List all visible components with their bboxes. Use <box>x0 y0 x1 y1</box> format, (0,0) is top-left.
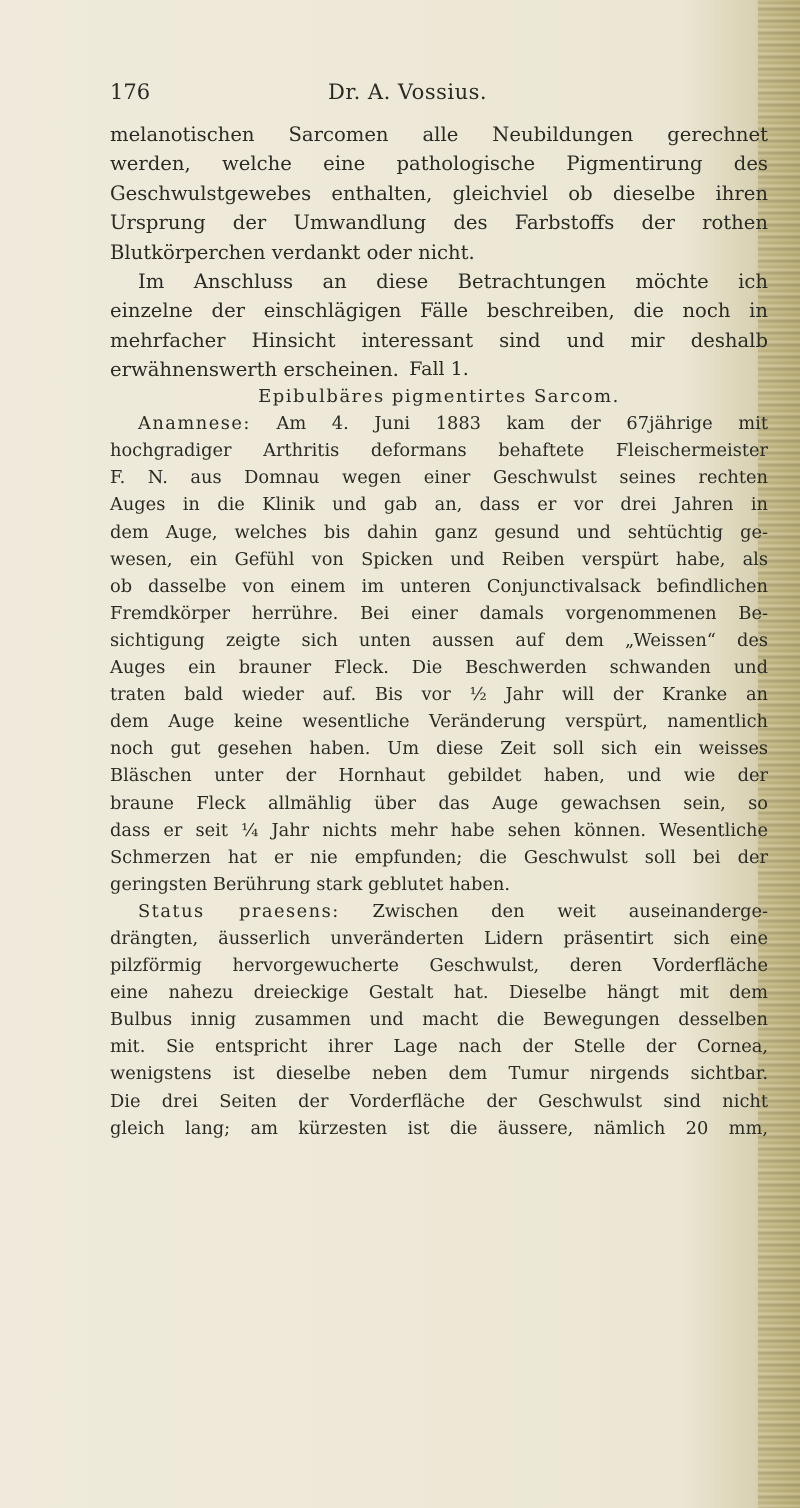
text-line: dem Auge, welches bis dahin ganz gesund und sehtüchtig ge- <box>110 521 768 543</box>
text-line: eine nahezu dreieckige Gestalt hat. Dieselbe hängt mit dem <box>110 982 768 1004</box>
text-line: Blutkörperchen verdankt oder nicht. <box>110 240 475 264</box>
text-line: werden, welche eine pathologische Pigmentirung des <box>110 152 768 176</box>
text-line: mehrfacher Hinsicht interessant sind und mir deshalb <box>110 328 768 352</box>
text-line: Bulbus innig zusammen und macht die Bewegungen desselben <box>110 1009 768 1031</box>
text-line: Bläschen unter der Hornhaut gebildet haben, und wie der <box>110 765 768 787</box>
anamnese-label: Anamnese: <box>138 413 251 435</box>
status-label: Status praesens: <box>138 900 340 922</box>
text-line: wesen, ein Gefühl von Spicken und Reiben verspürt habe, als <box>110 548 768 570</box>
text-line: pilzförmig hervorgewucherte Geschwulst, deren Vorderfläche <box>110 955 768 977</box>
text-line: drängten, äusserlich unveränderten Lidern präsentirt sich eine <box>110 927 768 949</box>
text-line: braune Fleck allmählig über das Auge gewachsen sein, so <box>110 792 768 814</box>
text-line: noch gut gesehen haben. Um diese Zeit soll sich ein weisses <box>110 738 768 760</box>
text-line: Fremdkörper herrühre. Bei einer damals vorgenommenen Be- <box>110 602 768 624</box>
text-line: melanotischen Sarcomen alle Neubildungen gerechnet <box>110 123 768 146</box>
running-title: Dr. A. Vossius. <box>328 80 488 104</box>
case-section <box>110 356 768 1142</box>
text-line: Die drei Seiten der Vorderfläche der Geschwulst sind nicht <box>110 1090 768 1112</box>
case-title: Fall 1. <box>409 358 469 380</box>
text-line: Auges ein brauner Fleck. Die Beschwerden schwanden und <box>110 657 768 679</box>
text-line: dass er seit ¼ Jahr nichts mehr habe sehen können. Wesentliche <box>110 819 768 841</box>
text-line: ob dasselbe von einem im unteren Conjunctivalsack befindlichen <box>110 575 768 597</box>
running-header <box>110 80 770 114</box>
text-line: wenigstens ist dieselbe neben dem Tumur nirgends sichtbar. <box>110 1063 768 1085</box>
text-line: sichtigung zeigte sich unten aussen auf dem „Weissen“ des <box>110 629 768 651</box>
text-line: gleich lang; am kürzesten ist die äussere, nämlich 20 mm, <box>110 1117 768 1139</box>
intro-paragraphs <box>110 120 768 385</box>
text-line: hochgradiger Arthritis deformans behaftete Fleischermeister <box>110 440 768 462</box>
text-line: Im Anschluss an diese Betrachtungen möchte ich <box>138 270 768 294</box>
case-subtitle: Epibulbäres pigmentirtes Sarcom. <box>258 386 620 408</box>
text-line: traten bald wieder auf. Bis vor ½ Jahr will der Kranke an <box>110 684 768 706</box>
text-line: mit. Sie entspricht ihrer Lage nach der Stelle der Cornea, <box>110 1036 768 1058</box>
text-line: Auges in die Klinik und gab an, dass er vor drei Jahren in <box>110 494 768 516</box>
text-line: F. N. aus Domnau wegen einer Geschwulst seines rechten <box>110 467 768 489</box>
text-line: Geschwulstgewebes enthalten, gleichviel ob dieselbe ihren <box>110 181 768 205</box>
page-number: 176 <box>110 80 151 104</box>
text-line: einzelne der einschlägigen Fälle beschreiben, die noch in <box>110 299 768 323</box>
text-line: Schmerzen hat er nie empfunden; die Geschwulst soll bei der <box>110 846 768 868</box>
text-line: Ursprung der Umwandlung des Farbstoffs der rothen <box>110 211 768 235</box>
text-line: geringsten Berührung stark geblutet haben. <box>110 873 511 895</box>
text-line: Anamnese: Am 4. Juni 1883 kam der 67jährige mit <box>138 413 768 435</box>
text-line: Status praesens: Zwischen den weit auseinanderge- <box>138 900 768 922</box>
text-line: dem Auge keine wesentliche Veränderung verspürt, namentlich <box>110 711 768 733</box>
text-line: erwähnenswerth erscheinen. <box>110 358 399 382</box>
